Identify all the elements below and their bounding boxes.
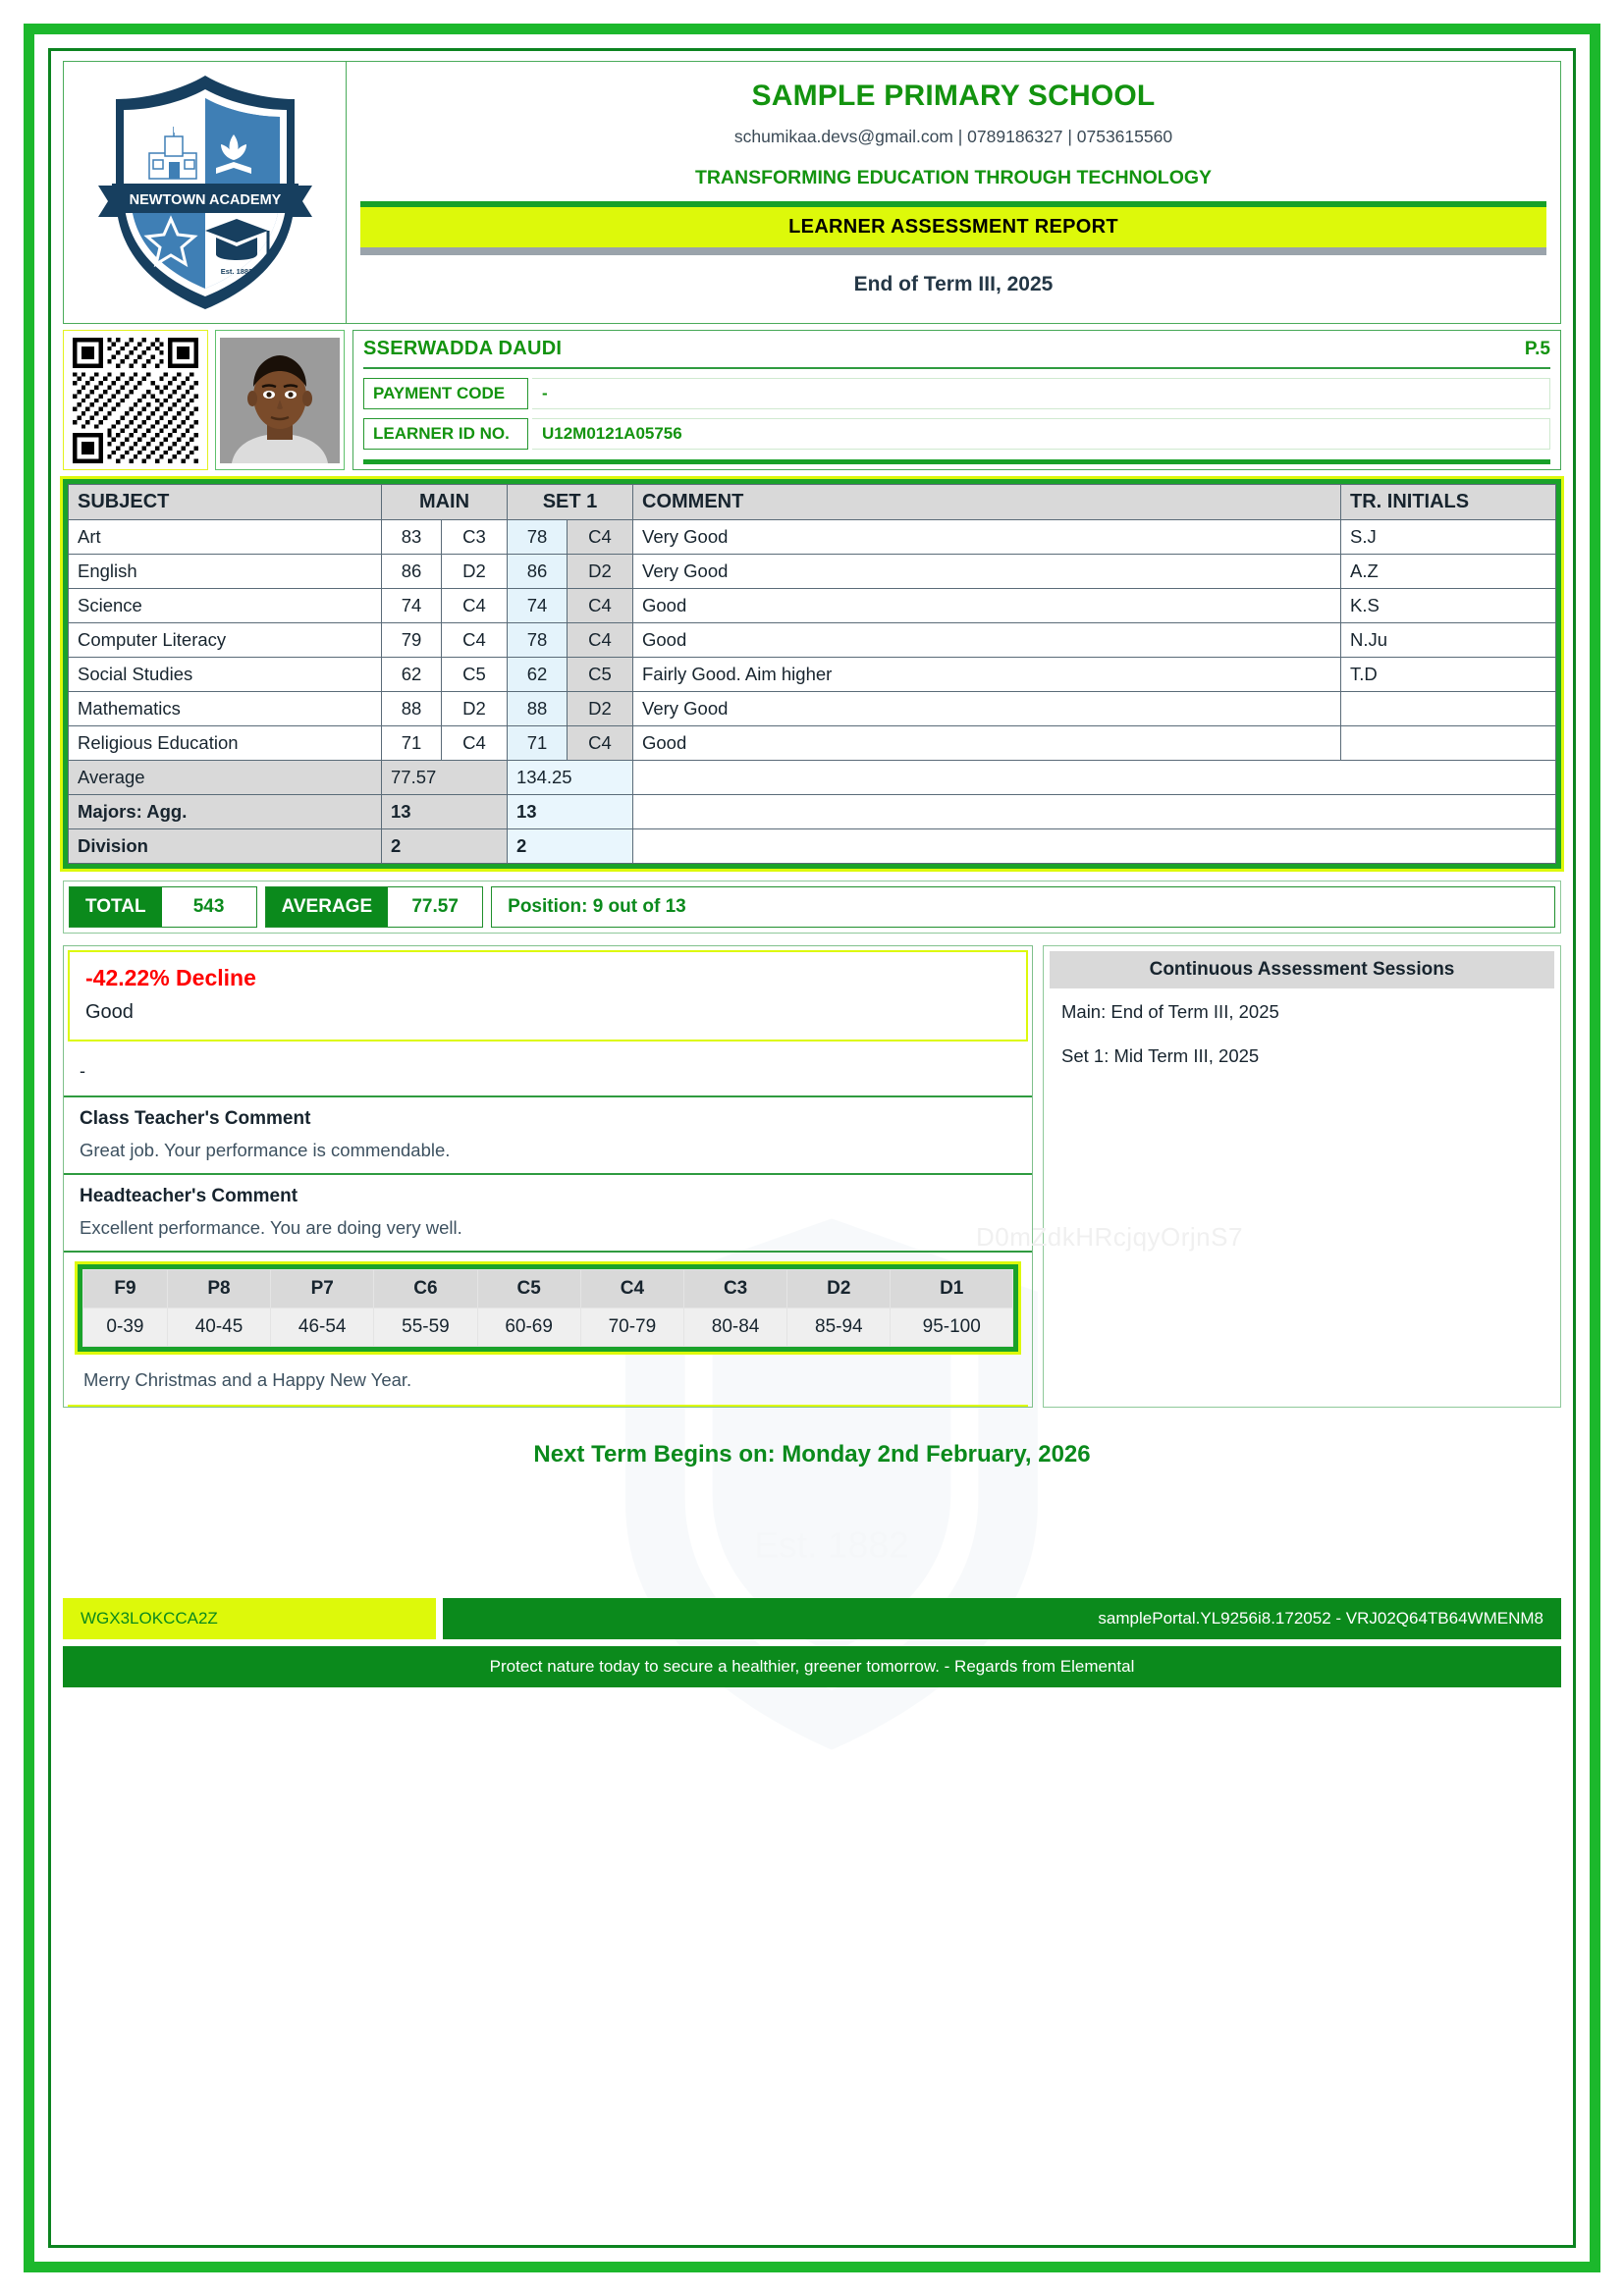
summary-blank-cell bbox=[633, 761, 1556, 795]
school-logo bbox=[64, 62, 347, 323]
main-grade-cell: C4 bbox=[442, 726, 508, 761]
comment-cell: Good bbox=[633, 623, 1341, 658]
average-pill bbox=[265, 886, 484, 928]
footer-code-row bbox=[63, 1598, 1561, 1639]
grade-scale-header-row bbox=[83, 1270, 1013, 1308]
summary-label: Average bbox=[69, 761, 382, 795]
table-row bbox=[69, 520, 1556, 555]
total-pill bbox=[69, 886, 257, 928]
initials-cell: N.Ju bbox=[1341, 623, 1556, 658]
grade-scale-range-row bbox=[83, 1308, 1013, 1347]
grade-scale-range: 95-100 bbox=[891, 1308, 1013, 1347]
th-main: MAIN bbox=[382, 485, 508, 520]
seasonal-greeting: Merry Christmas and a Happy New Year. bbox=[68, 1365, 1028, 1407]
summary-label: Division bbox=[69, 829, 382, 864]
main-score-cell: 88 bbox=[382, 692, 442, 726]
table-row bbox=[69, 623, 1556, 658]
summary-blank-cell bbox=[633, 829, 1556, 864]
payment-code-row bbox=[363, 378, 1550, 409]
set-score-cell: 62 bbox=[508, 658, 568, 692]
learner-name-row bbox=[363, 338, 1550, 369]
summary-blank-cell bbox=[633, 795, 1556, 829]
grade-scale-grade: P7 bbox=[271, 1270, 374, 1308]
report-term: End of Term III, 2025 bbox=[853, 273, 1054, 295]
th-comment: COMMENT bbox=[633, 485, 1341, 520]
learner-photo-frame bbox=[220, 338, 340, 463]
initials-cell: T.D bbox=[1341, 658, 1556, 692]
summary-main-value: 2 bbox=[382, 829, 508, 864]
school-crest-icon bbox=[84, 70, 326, 315]
footer-code-left: WGX3LOKCCA2Z bbox=[63, 1598, 436, 1639]
report-card-page bbox=[24, 24, 1600, 2272]
total-value: 543 bbox=[162, 887, 256, 927]
learner-class: P.5 bbox=[1524, 339, 1550, 359]
extra-comment-line: - bbox=[64, 1045, 1032, 1097]
learner-id-row bbox=[363, 418, 1550, 450]
sessions-title: Continuous Assessment Sessions bbox=[1050, 951, 1554, 988]
set-grade-cell: C5 bbox=[568, 658, 633, 692]
grade-scale-grade: C3 bbox=[683, 1270, 786, 1308]
footer-code-right: samplePortal.YL9256i8.172052 - VRJ02Q64TB64WMENM8 bbox=[443, 1598, 1561, 1639]
comment-cell: Very Good bbox=[633, 555, 1341, 589]
grade-scale-grade: F9 bbox=[83, 1270, 168, 1308]
set-grade-cell: D2 bbox=[568, 555, 633, 589]
learner-id-label: LEARNER ID NO. bbox=[363, 418, 528, 450]
summary-main-value: 13 bbox=[382, 795, 508, 829]
table-row bbox=[69, 692, 1556, 726]
subject-cell: Social Studies bbox=[69, 658, 382, 692]
table-summary-row bbox=[69, 761, 1556, 795]
summary-set-value: 13 bbox=[508, 795, 633, 829]
identity-divider bbox=[363, 459, 1550, 464]
main-score-cell: 83 bbox=[382, 520, 442, 555]
grade-scale-grade: D1 bbox=[891, 1270, 1013, 1308]
set-score-cell: 78 bbox=[508, 520, 568, 555]
svg-text:Est. 1882: Est. 1882 bbox=[754, 1523, 909, 1566]
next-term-notice: Next Term Begins on: Monday 2nd February, 2026 bbox=[533, 1441, 1091, 1468]
main-score-cell: 79 bbox=[382, 623, 442, 658]
grade-scale-grade: C4 bbox=[580, 1270, 683, 1308]
headteacher-comment-text: Excellent performance. You are doing very well. bbox=[64, 1213, 1032, 1253]
th-set1: SET 1 bbox=[508, 485, 633, 520]
main-grade-cell: C4 bbox=[442, 623, 508, 658]
main-grade-cell: D2 bbox=[442, 692, 508, 726]
qr-code-icon bbox=[73, 338, 198, 463]
header-text-block bbox=[347, 62, 1560, 323]
header-divider-gray bbox=[360, 247, 1546, 255]
comments-section bbox=[63, 945, 1561, 1408]
assessment-sessions-panel bbox=[1043, 945, 1561, 1408]
average-label: AVERAGE bbox=[266, 887, 389, 927]
set-score-cell: 88 bbox=[508, 692, 568, 726]
table-row bbox=[69, 555, 1556, 589]
grade-scale-grade: D2 bbox=[787, 1270, 891, 1308]
comments-left-column bbox=[63, 945, 1033, 1408]
subject-cell: English bbox=[69, 555, 382, 589]
comment-cell: Good bbox=[633, 726, 1341, 761]
learner-photo bbox=[215, 330, 345, 470]
initials-cell: A.Z bbox=[1341, 555, 1556, 589]
main-score-cell: 62 bbox=[382, 658, 442, 692]
initials-cell bbox=[1341, 692, 1556, 726]
initials-cell bbox=[1341, 726, 1556, 761]
set-grade-cell: D2 bbox=[568, 692, 633, 726]
logo-est-text: Est. 1882 bbox=[220, 267, 252, 276]
performance-trend-box bbox=[68, 950, 1028, 1041]
marks-table-header-row bbox=[69, 485, 1556, 520]
school-motto: TRANSFORMING EDUCATION THROUGH TECHNOLOGY bbox=[694, 167, 1213, 188]
grade-scale-table bbox=[82, 1269, 1013, 1347]
initials-cell: K.S bbox=[1341, 589, 1556, 623]
learner-id-value: U12M0121A05756 bbox=[532, 418, 1550, 450]
payment-code-label: PAYMENT CODE bbox=[363, 378, 528, 409]
summary-main-value: 77.57 bbox=[382, 761, 508, 795]
class-teacher-comment-title: Class Teacher's Comment bbox=[80, 1108, 311, 1129]
learner-portrait-icon bbox=[220, 338, 340, 463]
main-score-cell: 74 bbox=[382, 589, 442, 623]
grade-scale-range: 70-79 bbox=[580, 1308, 683, 1347]
total-label: TOTAL bbox=[70, 887, 162, 927]
subject-cell: Mathematics bbox=[69, 692, 382, 726]
report-header bbox=[63, 61, 1561, 324]
grade-scale-grade: C6 bbox=[374, 1270, 477, 1308]
set-grade-cell: C4 bbox=[568, 589, 633, 623]
set-score-cell: 86 bbox=[508, 555, 568, 589]
initials-cell: S.J bbox=[1341, 520, 1556, 555]
main-grade-cell: D2 bbox=[442, 555, 508, 589]
main-score-cell: 86 bbox=[382, 555, 442, 589]
session-item-set1: Set 1: Mid Term III, 2025 bbox=[1061, 1045, 1260, 1066]
learner-name: SSERWADDA DAUDI bbox=[363, 338, 563, 359]
qr-code[interactable] bbox=[63, 330, 208, 470]
trend-percent: -42.22% Decline bbox=[85, 965, 256, 990]
main-grade-cell: C5 bbox=[442, 658, 508, 692]
grade-scale-range: 85-94 bbox=[787, 1308, 891, 1347]
subject-cell: Science bbox=[69, 589, 382, 623]
table-row bbox=[69, 726, 1556, 761]
main-grade-cell: C3 bbox=[442, 520, 508, 555]
table-summary-row bbox=[69, 829, 1556, 864]
logo-banner-text: NEWTOWN ACADEMY bbox=[129, 192, 281, 208]
set-grade-cell: C4 bbox=[568, 726, 633, 761]
class-teacher-comment-text: Great job. Your performance is commendable. bbox=[64, 1136, 1032, 1175]
school-contact: schumikaa.devs@gmail.com | 0789186327 | 0753615560 bbox=[733, 127, 1173, 146]
learner-details bbox=[352, 330, 1561, 470]
session-item-main: Main: End of Term III, 2025 bbox=[1061, 1001, 1279, 1022]
grade-scale-grade: C5 bbox=[477, 1270, 580, 1308]
totals-bar bbox=[63, 881, 1561, 934]
main-score-cell: 71 bbox=[382, 726, 442, 761]
th-subject: SUBJECT bbox=[69, 485, 382, 520]
grade-scale-range: 0-39 bbox=[83, 1308, 168, 1347]
grade-scale-container bbox=[78, 1264, 1018, 1352]
summary-label: Majors: Agg. bbox=[69, 795, 382, 829]
trend-word: Good bbox=[85, 1001, 134, 1023]
summary-set-value: 134.25 bbox=[508, 761, 633, 795]
average-value: 77.57 bbox=[388, 887, 482, 927]
main-grade-cell: C4 bbox=[442, 589, 508, 623]
set-grade-cell: C4 bbox=[568, 623, 633, 658]
set-score-cell: 78 bbox=[508, 623, 568, 658]
summary-set-value: 2 bbox=[508, 829, 633, 864]
report-card-inner-frame bbox=[48, 48, 1576, 2248]
table-row bbox=[69, 658, 1556, 692]
marks-table bbox=[68, 484, 1556, 864]
grade-scale-range: 55-59 bbox=[374, 1308, 477, 1347]
set-score-cell: 71 bbox=[508, 726, 568, 761]
subject-cell: Art bbox=[69, 520, 382, 555]
comment-cell: Very Good bbox=[633, 520, 1341, 555]
marks-watermark: D0mZdkHRcjqyOrjnS7 bbox=[976, 1222, 1243, 1252]
grade-scale-range: 80-84 bbox=[683, 1308, 786, 1347]
th-initials: TR. INITIALS bbox=[1341, 485, 1556, 520]
footer-tagline: Protect nature today to secure a healthier, greener tomorrow. - Regards from Elemental bbox=[63, 1646, 1561, 1687]
position-value: Position: 9 out of 13 bbox=[491, 886, 1555, 928]
report-banner: LEARNER ASSESSMENT REPORT bbox=[360, 207, 1546, 247]
table-row bbox=[69, 589, 1556, 623]
headteacher-comment-title: Headteacher's Comment bbox=[80, 1186, 298, 1206]
subject-cell: Religious Education bbox=[69, 726, 382, 761]
grade-scale-grade: P8 bbox=[167, 1270, 270, 1308]
payment-code-value: - bbox=[532, 378, 1550, 409]
page-title: SAMPLE PRIMARY SCHOOL bbox=[751, 80, 1156, 112]
grade-scale-range: 46-54 bbox=[271, 1308, 374, 1347]
learner-identity-row bbox=[63, 330, 1561, 470]
set-grade-cell: C4 bbox=[568, 520, 633, 555]
comment-cell: Fairly Good. Aim higher bbox=[633, 658, 1341, 692]
comment-cell: Good bbox=[633, 589, 1341, 623]
table-summary-row bbox=[69, 795, 1556, 829]
grade-scale-range: 60-69 bbox=[477, 1308, 580, 1347]
marks-table-body bbox=[69, 520, 1556, 864]
grade-scale-range: 40-45 bbox=[167, 1308, 270, 1347]
set-score-cell: 74 bbox=[508, 589, 568, 623]
subject-cell: Computer Literacy bbox=[69, 623, 382, 658]
comment-cell: Very Good bbox=[633, 692, 1341, 726]
marks-table-container bbox=[63, 479, 1561, 869]
